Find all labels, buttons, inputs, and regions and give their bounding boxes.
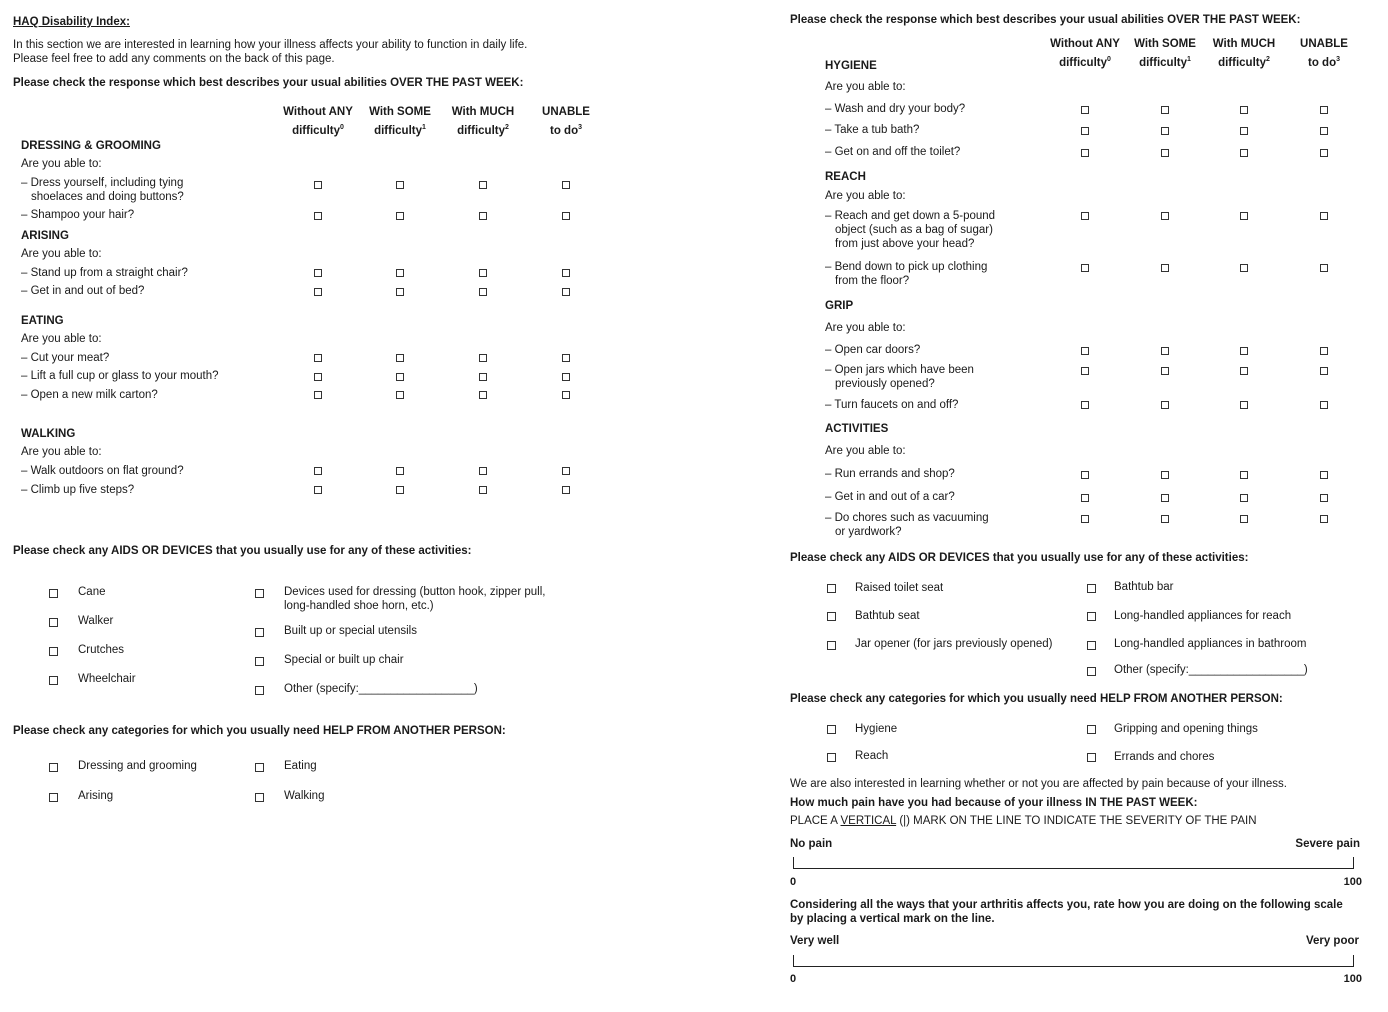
left-response-checkbox-r4-c2[interactable] — [396, 288, 404, 296]
left-response-checkbox-r7-c2[interactable] — [396, 391, 404, 399]
aid-label-chair: Special or built up chair — [284, 654, 404, 666]
question-faucets: – Turn faucets on and off? — [825, 399, 959, 411]
question-reach-object: – Reach and get down a 5-pound — [825, 210, 996, 222]
left-response-checkbox-r3-c4[interactable] — [562, 269, 570, 277]
right-response-checkbox-r5-c4[interactable] — [1320, 264, 1328, 272]
section-title-eating: EATING — [21, 315, 64, 327]
able-prompt: Are you able to: — [21, 446, 102, 458]
question-chores: – Do chores such as vacuuming — [825, 512, 989, 524]
left-response-checkbox-r9-c1[interactable] — [314, 486, 322, 494]
able-prompt: Are you able to: — [825, 322, 906, 334]
checkbox-aid-walker[interactable] — [49, 618, 58, 627]
checkbox-aid-long-handled-bathroom[interactable] — [1087, 641, 1096, 650]
right-response-checkbox-r1-c1[interactable] — [1081, 106, 1089, 114]
global-question: Considering all the ways that your arthritis affects you, rate how you are doing on the following scale — [790, 899, 1343, 911]
right-response-checkbox-r4-c1[interactable] — [1081, 212, 1089, 220]
left-response-checkbox-r8-c1[interactable] — [314, 467, 322, 475]
instruction-heading: Please check the response which best describes your usual abilities OVER THE PAST WEEK: — [13, 77, 524, 89]
left-response-checkbox-r1-c4[interactable] — [562, 181, 570, 189]
right-response-checkbox-r9-c4[interactable] — [1320, 471, 1328, 479]
right-response-checkbox-r10-c2[interactable] — [1161, 494, 1169, 502]
checkbox-aid-long-handled-reach[interactable] — [1087, 612, 1096, 621]
right-response-checkbox-r9-c2[interactable] — [1161, 471, 1169, 479]
checkbox-aid-utensils[interactable] — [255, 628, 264, 637]
right-response-checkbox-r9-c1[interactable] — [1081, 471, 1089, 479]
question-stand-up: – Stand up from a straight chair? — [21, 267, 188, 279]
able-prompt: Are you able to: — [21, 158, 102, 170]
left-response-checkbox-r2-c1[interactable] — [314, 212, 322, 220]
question-wash-body: – Wash and dry your body? — [825, 103, 966, 115]
able-prompt: Are you able to: — [21, 248, 102, 260]
left-response-checkbox-r8-c4[interactable] — [562, 467, 570, 475]
right-response-checkbox-r11-c4[interactable] — [1320, 515, 1328, 523]
pain-scale-right-label: Severe pain — [1295, 838, 1360, 850]
aid-label-raised-toilet-seat: Raised toilet seat — [855, 582, 944, 594]
checkbox-help-walking[interactable] — [255, 793, 264, 802]
right-response-checkbox-r11-c2[interactable] — [1161, 515, 1169, 523]
checkbox-help-errands[interactable] — [1087, 753, 1096, 762]
checkbox-aid-crutches[interactable] — [49, 647, 58, 656]
right-response-checkbox-r6-c4[interactable] — [1320, 347, 1328, 355]
help-label-arising: Arising — [78, 790, 114, 802]
right-response-checkbox-r1-c4[interactable] — [1320, 106, 1328, 114]
aid-label-wheelchair: Wheelchair — [78, 673, 136, 685]
right-response-checkbox-r5-c2[interactable] — [1161, 264, 1169, 272]
right-response-checkbox-r3-c2[interactable] — [1161, 149, 1169, 157]
left-response-checkbox-r7-c4[interactable] — [562, 391, 570, 399]
intro-text: In this section we are interested in learning how your illness affects your ability to function in daily life. — [13, 39, 528, 51]
help-label-gripping: Gripping and opening things — [1114, 723, 1258, 735]
right-response-checkbox-r3-c1[interactable] — [1081, 149, 1089, 157]
left-response-checkbox-r4-c1[interactable] — [314, 288, 322, 296]
help-label-errands: Errands and chores — [1114, 751, 1215, 763]
checkbox-aid-other-right[interactable] — [1087, 667, 1096, 676]
aid-label-long-handled-bathroom: Long-handled appliances in bathroom — [1114, 638, 1307, 650]
question-reach-object-cont2: from just above your head? — [835, 238, 975, 250]
global-scale-max: 100 — [1343, 973, 1362, 985]
section-title-arising: ARISING — [21, 230, 69, 242]
section-title-walking: WALKING — [21, 428, 76, 440]
question-climb-steps: – Climb up five steps? — [21, 484, 135, 496]
right-response-checkbox-r9-c3[interactable] — [1240, 471, 1248, 479]
checkbox-help-dressing[interactable] — [49, 763, 58, 772]
checkbox-aid-bathtub-seat[interactable] — [827, 612, 836, 621]
aids-heading: Please check any AIDS OR DEVICES that you usually use for any of these activities: — [13, 545, 472, 557]
right-response-checkbox-r4-c2[interactable] — [1161, 212, 1169, 220]
aid-label-bathtub-seat: Bathtub seat — [855, 610, 920, 622]
right-response-checkbox-r4-c3[interactable] — [1240, 212, 1248, 220]
right-response-checkbox-r1-c3[interactable] — [1240, 106, 1248, 114]
section-title-hygiene: HYGIENE — [825, 60, 877, 72]
left-response-checkbox-r6-c2[interactable] — [396, 373, 404, 381]
left-response-checkbox-r6-c3[interactable] — [479, 373, 487, 381]
question-car-doors: – Open car doors? — [825, 344, 921, 356]
left-response-checkbox-r5-c1[interactable] — [314, 354, 322, 362]
left-response-checkbox-r1-c2[interactable] — [396, 181, 404, 189]
checkbox-help-gripping[interactable] — [1087, 725, 1096, 734]
left-response-checkbox-r9-c2[interactable] — [396, 486, 404, 494]
pain-scale-tick-end — [1353, 857, 1354, 869]
left-response-checkbox-r8-c3[interactable] — [479, 467, 487, 475]
right-response-checkbox-r11-c3[interactable] — [1240, 515, 1248, 523]
column-header-without-any: Without ANY difficulty$^0$ — [283, 106, 353, 137]
section-title-reach: REACH — [825, 171, 866, 183]
left-response-checkbox-r9-c4[interactable] — [562, 486, 570, 494]
question-open-jars: – Open jars which have been — [825, 364, 974, 376]
global-scale-tick-end — [1353, 955, 1354, 967]
intro-text-2: Please feel free to add any comments on the back of this page. — [13, 53, 335, 65]
aid-label-bathtub-bar: Bathtub bar — [1114, 581, 1174, 593]
right-response-checkbox-r8-c2[interactable] — [1161, 401, 1169, 409]
checkbox-aid-dressing-devices[interactable] — [255, 589, 264, 598]
pain-instruction: PLACE A VERTICAL (|) MARK ON THE LINE TO INDICATE THE SEVERITY OF THE PAIN — [790, 815, 1257, 827]
left-response-checkbox-r2-c4[interactable] — [562, 212, 570, 220]
question-dress-yourself-cont: shoelaces and doing buttons? — [31, 191, 184, 203]
section-title-activities: ACTIVITIES — [825, 423, 889, 435]
help-label-dressing: Dressing and grooming — [78, 760, 197, 772]
left-response-checkbox-r6-c1[interactable] — [314, 373, 322, 381]
question-tub-bath: – Take a tub bath? — [825, 124, 920, 136]
right-response-checkbox-r6-c3[interactable] — [1240, 347, 1248, 355]
aid-label-other-right: Other (specify:__________________) — [1114, 664, 1308, 676]
right-response-checkbox-r3-c4[interactable] — [1320, 149, 1328, 157]
column-header-with-some: With SOME difficulty$^1$ — [1134, 38, 1196, 69]
instruction-heading-right: Please check the response which best describes your usual abilities OVER THE PAST WEEK: — [790, 14, 1301, 26]
section-title-grip: GRIP — [825, 300, 854, 312]
column-header-without-any: Without ANY difficulty$^0$ — [1050, 38, 1120, 69]
global-question-cont: by placing a vertical mark on the line. — [790, 913, 995, 925]
right-response-checkbox-r6-c2[interactable] — [1161, 347, 1169, 355]
right-response-checkbox-r7-c2[interactable] — [1161, 367, 1169, 375]
able-prompt: Are you able to: — [825, 81, 906, 93]
aid-label-dressing-devices: Devices used for dressing (button hook, zipper pull, — [284, 586, 546, 598]
right-response-checkbox-r3-c3[interactable] — [1240, 149, 1248, 157]
global-scale-right-label: Very poor — [1305, 935, 1359, 947]
question-chores-cont: or yardwork? — [835, 526, 902, 538]
question-car: – Get in and out of a car? — [825, 491, 955, 503]
left-response-checkbox-r3-c1[interactable] — [314, 269, 322, 277]
left-response-checkbox-r1-c3[interactable] — [479, 181, 487, 189]
aid-label-cane: Cane — [78, 586, 106, 598]
right-response-checkbox-r10-c4[interactable] — [1320, 494, 1328, 502]
right-response-checkbox-r7-c1[interactable] — [1081, 367, 1089, 375]
checkbox-help-hygiene[interactable] — [827, 725, 836, 734]
left-response-checkbox-r2-c2[interactable] — [396, 212, 404, 220]
aid-label-dressing-devices-cont: long-handled shoe horn, etc.) — [284, 600, 434, 612]
left-response-checkbox-r4-c4[interactable] — [562, 288, 570, 296]
question-in-out-bed: – Get in and out of bed? — [21, 285, 145, 297]
question-open-jars-cont: previously opened? — [835, 378, 935, 390]
pain-scale-tick-start — [793, 857, 794, 869]
aid-label-other: Other (specify:__________________) — [284, 683, 478, 695]
checkbox-aid-chair[interactable] — [255, 657, 264, 666]
left-response-checkbox-r4-c3[interactable] — [479, 288, 487, 296]
question-bend-down: – Bend down to pick up clothing — [825, 261, 988, 273]
global-scale-line[interactable] — [793, 966, 1354, 967]
column-header-with-much: With MUCH difficulty$^2$ — [451, 106, 515, 137]
checkbox-aid-bathtub-bar[interactable] — [1087, 584, 1096, 593]
global-scale-left-label: Very well — [790, 935, 840, 947]
question-toilet: – Get on and off the toilet? — [825, 146, 961, 158]
right-response-checkbox-r2-c3[interactable] — [1240, 127, 1248, 135]
pain-scale-left-label: No pain — [790, 838, 833, 850]
help-label-hygiene: Hygiene — [855, 723, 898, 735]
left-response-checkbox-r7-c1[interactable] — [314, 391, 322, 399]
column-header-unable: UNABLE to $do^3$ — [1300, 38, 1348, 69]
global-scale-min: 0 — [790, 973, 797, 985]
aids-heading-right: Please check any AIDS OR DEVICES that you usually use for any of these activities: — [790, 552, 1249, 564]
help-label-reach: Reach — [855, 750, 889, 762]
help-label-eating: Eating — [284, 760, 317, 772]
able-prompt: Are you able to: — [825, 190, 906, 202]
question-bend-down-cont: from the floor? — [835, 275, 910, 287]
left-response-checkbox-r5-c4[interactable] — [562, 354, 570, 362]
question-lift-cup: – Lift a full cup or glass to your mouth? — [21, 370, 219, 382]
aid-label-long-handled-reach: Long-handled appliances for reach — [1114, 610, 1292, 622]
right-response-checkbox-r8-c1[interactable] — [1081, 401, 1089, 409]
left-response-checkbox-r2-c3[interactable] — [479, 212, 487, 220]
help-heading-right: Please check any categories for which you usually need HELP FROM ANOTHER PERSON: — [790, 693, 1283, 705]
right-response-checkbox-r5-c3[interactable] — [1240, 264, 1248, 272]
right-response-checkbox-r8-c4[interactable] — [1320, 401, 1328, 409]
checkbox-help-eating[interactable] — [255, 763, 264, 772]
right-response-checkbox-r10-c3[interactable] — [1240, 494, 1248, 502]
checkbox-help-arising[interactable] — [49, 793, 58, 802]
form-title: HAQ Disability Index: — [13, 16, 130, 28]
checkbox-aid-jar-opener[interactable] — [827, 641, 836, 650]
question-cut-meat: – Cut your meat? — [21, 352, 110, 364]
right-response-checkbox-r8-c3[interactable] — [1240, 401, 1248, 409]
checkbox-aid-other[interactable] — [255, 686, 264, 695]
right-response-checkbox-r6-c1[interactable] — [1081, 347, 1089, 355]
left-response-checkbox-r1-c1[interactable] — [314, 181, 322, 189]
right-response-checkbox-r10-c1[interactable] — [1081, 494, 1089, 502]
right-response-checkbox-r7-c4[interactable] — [1320, 367, 1328, 375]
column-header-with-much: With MUCH difficulty$^2$ — [1212, 38, 1276, 69]
right-response-checkbox-r2-c2[interactable] — [1161, 127, 1169, 135]
aid-label-crutches: Crutches — [78, 644, 125, 656]
left-response-checkbox-r8-c2[interactable] — [396, 467, 404, 475]
left-response-checkbox-r3-c3[interactable] — [479, 269, 487, 277]
aid-label-walker: Walker — [78, 615, 114, 627]
pain-intro: We are also interested in learning whether or not you are affected by pain because of your illness. — [790, 778, 1287, 790]
aid-label-jar-opener: Jar opener (for jars previously opened) — [855, 638, 1053, 650]
right-response-checkbox-r4-c4[interactable] — [1320, 212, 1328, 220]
question-milk-carton: – Open a new milk carton? — [21, 389, 158, 401]
right-response-checkbox-r2-c1[interactable] — [1081, 127, 1089, 135]
checkbox-help-reach[interactable] — [827, 753, 836, 762]
question-shampoo: – Shampoo your hair? — [21, 209, 135, 221]
right-response-checkbox-r1-c2[interactable] — [1161, 106, 1169, 114]
able-prompt: Are you able to: — [825, 445, 906, 457]
right-response-checkbox-r2-c4[interactable] — [1320, 127, 1328, 135]
column-header-with-some: With SOME difficulty$^1$ — [369, 106, 431, 137]
section-title-dressing: DRESSING & GROOMING — [21, 140, 161, 152]
pain-scale-min: 0 — [790, 876, 797, 888]
pain-question: How much pain have you had because of your illness IN THE PAST WEEK: — [790, 797, 1198, 809]
checkbox-aid-cane[interactable] — [49, 589, 58, 598]
question-errands: – Run errands and shop? — [825, 468, 955, 480]
left-response-checkbox-r5-c2[interactable] — [396, 354, 404, 362]
help-heading: Please check any categories for which you usually need HELP FROM ANOTHER PERSON: — [13, 725, 506, 737]
column-header-unable: UNABLE to $do^3$ — [542, 106, 590, 137]
pain-scale-line[interactable] — [793, 868, 1354, 869]
question-reach-object-cont: object (such as a bag of sugar) — [835, 224, 993, 236]
left-response-checkbox-r5-c3[interactable] — [479, 354, 487, 362]
help-label-walking: Walking — [284, 790, 325, 802]
pain-scale-max: 100 — [1343, 876, 1362, 888]
left-response-checkbox-r9-c3[interactable] — [479, 486, 487, 494]
checkbox-aid-raised-toilet-seat[interactable] — [827, 584, 836, 593]
right-response-checkbox-r5-c1[interactable] — [1081, 264, 1089, 272]
aid-label-utensils: Built up or special utensils — [284, 625, 417, 637]
left-response-checkbox-r3-c2[interactable] — [396, 269, 404, 277]
left-response-checkbox-r6-c4[interactable] — [562, 373, 570, 381]
question-walk-outdoors: – Walk outdoors on flat ground? — [21, 465, 184, 477]
question-dress-yourself: – Dress yourself, including tying — [21, 177, 184, 189]
global-scale-tick-start — [793, 955, 794, 967]
able-prompt: Are you able to: — [21, 333, 102, 345]
right-response-checkbox-r7-c3[interactable] — [1240, 367, 1248, 375]
left-response-checkbox-r7-c3[interactable] — [479, 391, 487, 399]
right-response-checkbox-r11-c1[interactable] — [1081, 515, 1089, 523]
checkbox-aid-wheelchair[interactable] — [49, 676, 58, 685]
